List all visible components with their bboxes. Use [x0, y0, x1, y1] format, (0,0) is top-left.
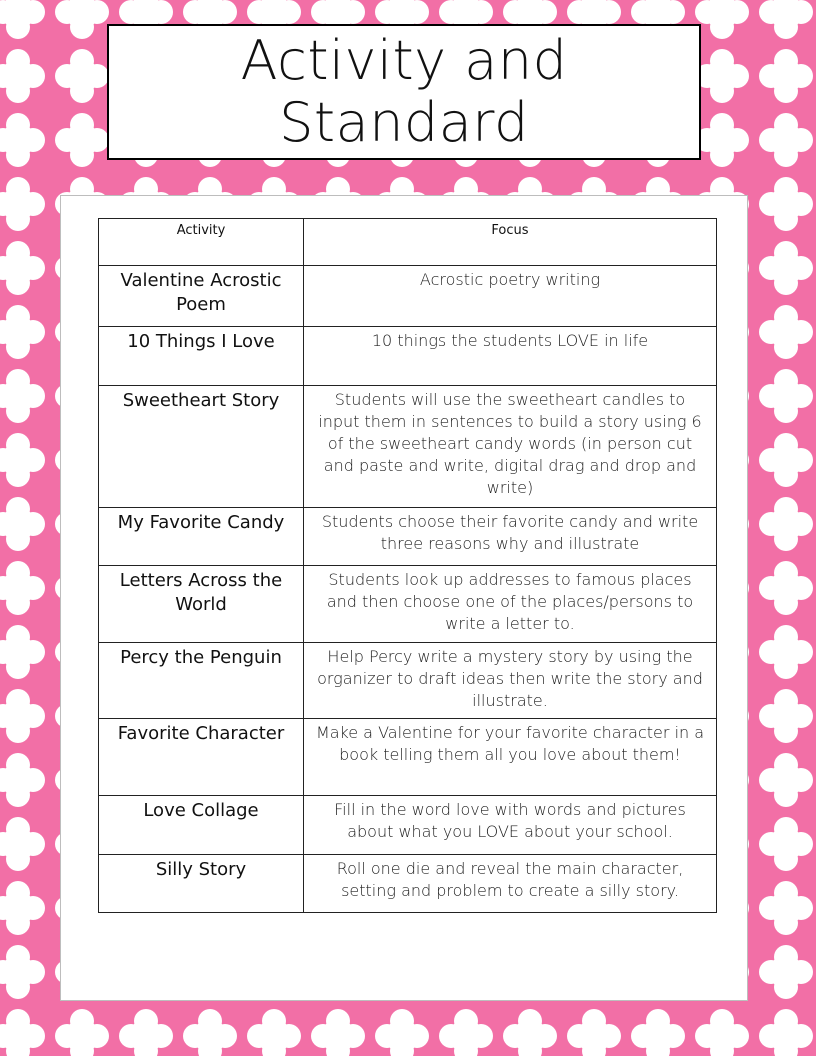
table-row — [99, 796, 717, 855]
title-line-1: Activity and — [240, 29, 568, 92]
focus-cell: Acrostic poetry writing — [304, 266, 717, 327]
focus-cell: Students will use the sweetheart candles to input them in sentences to build a story using 6 of the sweetheart candy words (in person cut and paste and write, digital drag and drop and write) — [304, 386, 717, 508]
focus-cell: Help Percy write a mystery story by using the organizer to draft ideas then write the story and illustrate. — [304, 643, 717, 719]
focus-cell: Students choose their favorite candy and write three reasons why and illustrate — [304, 508, 717, 566]
activity-cell: Sweetheart Story — [99, 386, 304, 508]
header-activity: Activity — [99, 219, 304, 266]
table-row — [99, 266, 717, 327]
page-title — [214, 30, 594, 154]
title-box — [107, 24, 701, 160]
content-panel — [60, 195, 748, 1001]
table-row — [99, 643, 717, 719]
activity-cell: Favorite Character — [99, 719, 304, 796]
activity-cell: Valentine Acrostic Poem — [99, 266, 304, 327]
header-focus: Focus — [304, 219, 717, 266]
focus-cell: Students look up addresses to famous places and then choose one of the places/persons to write a letter to. — [304, 566, 717, 643]
title-line-2: Standard — [279, 91, 529, 154]
table-row — [99, 508, 717, 566]
focus-cell: Make a Valentine for your favorite character in a book telling them all you love about them! — [304, 719, 717, 796]
focus-cell: Roll one die and reveal the main character, setting and problem to create a silly story. — [304, 855, 717, 913]
activity-cell: Letters Across the World — [99, 566, 304, 643]
activity-cell: Love Collage — [99, 796, 304, 855]
table-row — [99, 855, 717, 913]
activity-cell: My Favorite Candy — [99, 508, 304, 566]
activity-cell: 10 Things I Love — [99, 327, 304, 386]
table-row — [99, 386, 717, 508]
activity-table — [98, 218, 717, 913]
table-row — [99, 566, 717, 643]
activity-cell: Silly Story — [99, 855, 304, 913]
table-header-row — [99, 219, 717, 266]
table-row — [99, 327, 717, 386]
focus-cell: 10 things the students LOVE in life — [304, 327, 717, 386]
activity-cell: Percy the Penguin — [99, 643, 304, 719]
focus-cell: Fill in the word love with words and pictures about what you LOVE about your school. — [304, 796, 717, 855]
table-row — [99, 719, 717, 796]
